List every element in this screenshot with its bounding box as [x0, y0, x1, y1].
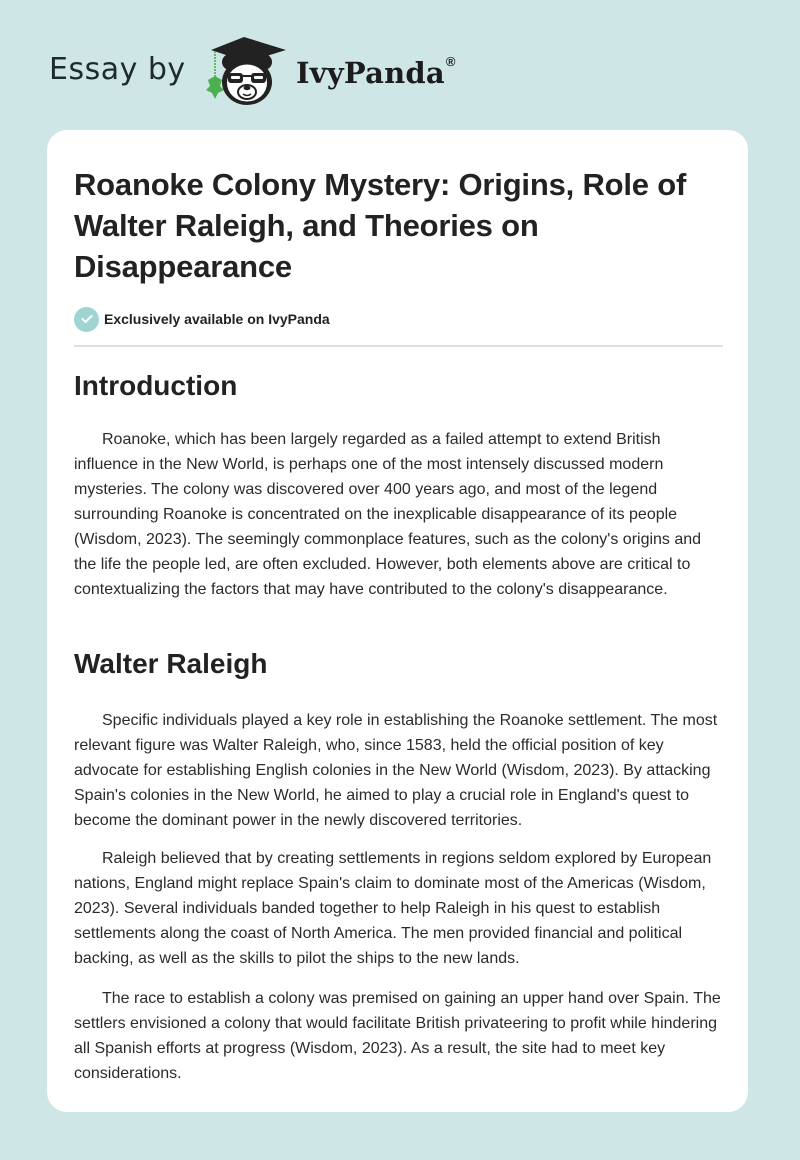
brand-name[interactable] [296, 56, 456, 90]
paragraph: Specific individuals played a key role in establishing the Roanoke settlement. The most relevant figure was Walter Raleigh, who, since 1583, held the official position of key advocate for establishing English colonies in the New World (Wisdom, 2023). By attacking Spain's colonies in the New World, he aimed to play a crucial role in England's quest to become the dominant power in the newly discovered territories. [74, 712, 718, 829]
page-title: Roanoke Colony Mystery: Origins, Role of Walter Raleigh, and Theories on Disappearance [74, 167, 687, 284]
exclusive-label: Exclusively available on IvyPanda [104, 311, 330, 327]
panda-graduate-logo-icon[interactable] [203, 36, 289, 108]
section-heading-walter-raleigh: Walter Raleigh [74, 648, 268, 679]
exclusive-badge [74, 306, 330, 332]
registered-mark: ® [445, 54, 456, 70]
section-heading-introduction: Introduction [74, 370, 238, 401]
site-header [0, 0, 800, 130]
divider [74, 345, 723, 347]
brand-text: IvyPanda [296, 56, 445, 90]
paragraph: Roanoke, which has been largely regarded as a failed attempt to extend British influence in the New World, is perhaps one of the most intensely discussed modern mysteries. The colony was discovered over 400 years ago, and most of the legend surrounding Roanoke is concentrated on the inexplicable disappearance of its people (Wisdom, 2023). The seemingly commonplace features, such as the colony's origins and the life the people led, are often excluded. However, both elements above are critical to contextualizing the factors that may have contributed to the colony's disappearance. [74, 431, 702, 598]
essay-card [47, 130, 748, 1112]
paragraph: The race to establish a colony was premised on gaining an upper hand over Spain. The settlers envisioned a colony that would facilitate British privateering to profit while hindering all Spanish efforts at progress (Wisdom, 2023). As a result, the site had to meet key considerations. [74, 990, 721, 1082]
paragraph: Raleigh believed that by creating settlements in regions seldom explored by European nations, England might replace Spain's claim to dominate most of the Americas (Wisdom, 2023). Several individuals banded together to help Raleigh in his quest to establish settlements along the coast of North America. The men provided financial and political backing, as well as the skills to pilot the ships to the new lands. [74, 850, 712, 967]
check-circle-icon [74, 307, 99, 332]
essay-by-label: Essay by [49, 52, 186, 87]
